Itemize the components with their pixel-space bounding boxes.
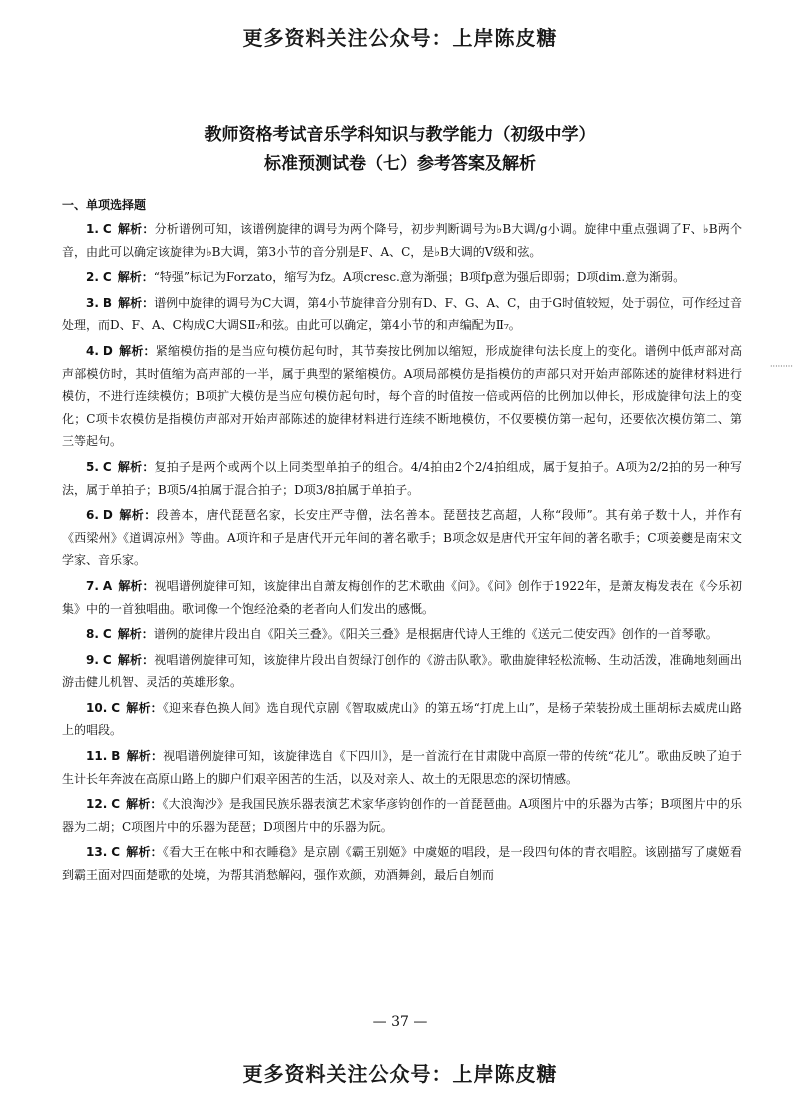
question-number: 8.: [86, 627, 99, 642]
answer-item: 4. D 解析：紧缩模仿指的是当应句模仿起句时，其节奏按比例加以缩短，形成旋律句法长度上的变化。谱例中低声部对高声部模仿时，其时值缩为高声部的一半，属于典型的紧缩模仿。A项局部模仿是指模仿的声部只对开始声部陈述的旋律材料进行模仿，不进行连续模仿；B项扩大模仿是当应句模仿起句时，每个音的时值按一倍或两倍的比例加以伸长，形成旋律句法上的变化；C项卡农模仿是指模仿声部对开始声部陈述的旋律材料进行连续不断地模仿，不仅要模仿第一起句，还要依次模仿第二、第三等起句。: [62, 343, 742, 449]
answer-explanation: 视唱谱例旋律可知，该旋律出自萧友梅创作的艺术歌曲《问》。《问》创作于1922年，是萧友梅发表在《今乐初集》中的一首独唱曲。歌词像一个饱经沧桑的老者向人们发出的感慨。: [62, 578, 742, 616]
answer-item: 7. A 解析：视唱谱例旋律可知，该旋律出自萧友梅创作的艺术歌曲《问》。《问》创作于1922年，是萧友梅发表在《今乐初集》中的一首独唱曲。歌词像一个饱经沧桑的老者向人们发出的感慨。: [62, 578, 742, 616]
question-number: 3.: [86, 295, 99, 310]
answer-letter: C: [102, 459, 112, 474]
answer-explanation: 谱例的旋律片段出自《阳关三叠》。《阳关三叠》是根据唐代诗人王维的《送元二使安西》创作的一首琴歌。: [153, 627, 718, 642]
analysis-label: 解析: [126, 845, 151, 860]
answer-item: 5. C 解析：复拍子是两个或两个以上同类型单拍子的组合。4/4拍由2个2/4拍组成，属于复拍子。A项为2/2拍的另一种写法，属于单拍子；B项5/4拍属于混合拍子；D项3/8拍属于单拍子。: [62, 459, 742, 497]
answer-item: 6. D 解析：段善本，唐代琵琶名家，长安庄严寺僧，法名善本。琵琶技艺高超，人称“段师”。其有弟子数十人，并作有《西梁州》《道调凉州》等曲。A项许和子是唐代开元年间的著名歌手；B项念奴是唐代开宝年间的著名歌手；C项姜夔是南宋文学家、音乐家。: [62, 508, 742, 568]
analysis-label: 解析: [117, 627, 142, 642]
document-title: 教师资格考试音乐学科知识与教学能力（初级中学）: [204, 125, 596, 145]
analysis-label: 解析: [118, 508, 145, 523]
answer-explanation: 《大浪淘沙》是我国民族乐器表演艺术家华彦钧创作的一首琵琶曲。A项图片中的乐器为古筝；B项图片中的乐器为二胡；C项图片中的乐器为琵琶；D项图片中的乐器为阮。: [62, 797, 742, 834]
answer-item: 13. C 解析：《看大王在帐中和衣睡稳》是京剧《霸王别姬》中虞姬的唱段，是一段四句体的青衣唱腔。该剧描写了虞姬看到霸王面对四面楚歌的处境，为帮其消愁解闷，强作欢颜，劝酒舞剑，最后自刎而: [62, 845, 742, 883]
question-number: 2.: [86, 270, 99, 285]
analysis-label: 解析: [117, 652, 143, 667]
answer-list: [62, 218, 742, 890]
answer-letter: B: [111, 749, 121, 764]
analysis-label: 解析: [118, 343, 144, 358]
answer-item: 11. B 解析：视唱谱例旋律可知，该旋律选自《下四川》，是一首流行在甘肃陇中高原一带的传统“花儿”。歌曲反映了迫于生计长年奔波在高原山路上的脚户们艰辛困苦的生活，以及对亲人、故土的无限思恋的深切情感。: [62, 749, 742, 786]
analysis-label: 解析: [118, 578, 143, 593]
answer-letter: B: [102, 295, 113, 310]
margin-mark: ·········: [770, 362, 793, 371]
question-number: 1.: [86, 222, 99, 236]
answer-letter: C: [102, 652, 112, 667]
answer-letter: D: [102, 508, 113, 523]
analysis-label: 解析: [126, 749, 151, 764]
analysis-label: 解析: [117, 459, 143, 474]
question-number: 7.: [86, 578, 99, 593]
answer-item: 3. B 解析：谱例中旋律的调号为C大调，第4小节旋律音分别有D、F、G、A、C，由于G时值较短，处于弱位，可作经过音处理，而D、F、A、C构成C大调SⅡ₇和弦。由此可以确定，第4小节的和声编配为Ⅱ₇。: [62, 295, 742, 333]
answer-explanation: 分析谱例可知，该谱例旋律的调号为两个降号，初步判断调号为♭B大调/g小调。旋律中重点强调了F、♭B两个音，由此可以确定该旋律为♭B大调，第3小节的音分别是F、A、C，是♭B大调的Ⅴ级和弦。: [62, 222, 742, 259]
answer-explanation: 紧缩模仿指的是当应句模仿起句时，其节奏按比例加以缩短，形成旋律句法长度上的变化。谱例中低声部对高声部模仿时，其时值缩为高声部的一半，属于典型的紧缩模仿。A项局部模仿是指模仿的声部只对开始声部陈述的旋律材料进行模仿，不进行连续模仿；B项扩大模仿是当应句模仿起句时，每个音的时值按一倍或两倍的比例加以伸长，形成旋律句法上的变化；C项卡农模仿是指模仿声部对开始声部陈述的旋律材料进行连续不断地模仿，不仅要模仿第一起句，还要依次模仿第二、第三等起句。: [62, 343, 742, 449]
header-banner: 更多资料关注公众号：上岸陈皮糖: [242, 26, 558, 50]
document-subtitle: 标准预测试卷（七）参考答案及解析: [264, 154, 536, 174]
question-number: 6.: [86, 508, 99, 523]
answer-item: 1. C 解析：分析谱例可知，该谱例旋律的调号为两个降号，初步判断调号为♭B大调/g小调。旋律中重点强调了F、♭B两个音，由此可以确定该旋律为♭B大调，第3小节的音分别是F、A、C，是♭B大调的Ⅴ级和弦。: [62, 222, 742, 259]
analysis-label: 解析: [118, 295, 143, 310]
answer-explanation: “特强”标记为Forzato，缩写为fz。A项cresc.意为渐强；B项fp意为强后即弱；D项dim.意为渐弱。: [153, 270, 686, 285]
analysis-label: 解析: [126, 700, 151, 715]
answer-letter: A: [102, 578, 113, 593]
answer-item: 12. C 解析：《大浪淘沙》是我国民族乐器表演艺术家华彦钧创作的一首琵琶曲。A项图片中的乐器为古筝；B项图片中的乐器为二胡；C项图片中的乐器为琵琶；D项图片中的乐器为阮。: [62, 797, 742, 834]
question-number: 13.: [86, 845, 108, 860]
question-number: 5.: [86, 459, 99, 474]
answer-letter: C: [102, 222, 112, 236]
answer-explanation: 段善本，唐代琵琶名家，长安庄严寺僧，法名善本。琵琶技艺高超，人称“段师”。其有弟子数十人，并作有《西梁州》《道调凉州》等曲。A项许和子是唐代开元年间的著名歌手；B项念奴是唐代开宝年间的著名歌手；C项姜夔是南宋文学家、音乐家。: [62, 508, 742, 568]
question-number: 11.: [86, 749, 108, 764]
section-heading: 一、单项选择题: [62, 198, 147, 212]
analysis-label: 解析: [126, 797, 151, 812]
answer-letter: C: [111, 845, 121, 860]
answer-item: 8. C 解析：谱例的旋律片段出自《阳关三叠》。《阳关三叠》是根据唐代诗人王维的《送元二使安西》创作的一首琴歌。: [86, 627, 718, 642]
answer-item: 9. C 解析：视唱谱例旋律可知，该旋律片段出自贺绿汀创作的《游击队歌》。歌曲旋律轻松流畅、生动活泼，准确地刻画出游击健儿机智、灵活的英雄形象。: [62, 652, 742, 690]
question-number: 9.: [86, 652, 99, 667]
question-number: 10.: [86, 700, 108, 715]
analysis-label: 解析: [117, 270, 142, 285]
answer-letter: D: [102, 343, 113, 358]
answer-letter: C: [102, 270, 112, 285]
page-number: — 37 —: [372, 1014, 428, 1030]
answer-explanation: 《迎来春色换人间》选自现代京剧《智取威虎山》的第五场“打虎上山”，是杨子荣装扮成土匪胡标去威虎山路上的唱段。: [62, 700, 742, 738]
answer-explanation: 复拍子是两个或两个以上同类型单拍子的组合。4/4拍由2个2/4拍组成，属于复拍子。A项为2/2拍的另一种写法，属于单拍子；B项5/4拍属于混合拍子；D项3/8拍属于单拍子。: [62, 459, 742, 497]
analysis-label: 解析: [117, 222, 143, 236]
answer-item: 10. C 解析：《迎来春色换人间》选自现代京剧《智取威虎山》的第五场“打虎上山”，是杨子荣装扮成土匪胡标去威虎山路上的唱段。: [62, 700, 742, 738]
answer-explanation: 《看大王在帐中和衣睡稳》是京剧《霸王别姬》中虞姬的唱段，是一段四句体的青衣唱腔。该剧描写了虞姬看到霸王面对四面楚歌的处境，为帮其消愁解闷，强作欢颜，劝酒舞剑，最后自刎而: [62, 845, 742, 883]
answer-letter: C: [111, 797, 121, 812]
answer-letter: C: [111, 700, 121, 715]
answer-explanation: 视唱谱例旋律可知，该旋律片段出自贺绿汀创作的《游击队歌》。歌曲旋律轻松流畅、生动活泼，准确地刻画出游击健儿机智、灵活的英雄形象。: [62, 652, 742, 690]
footer-banner: 更多资料关注公众号：上岸陈皮糖: [242, 1062, 558, 1086]
answer-explanation: 视唱谱例旋律可知，该旋律选自《下四川》，是一首流行在甘肃陇中高原一带的传统“花儿”。歌曲反映了迫于生计长年奔波在高原山路上的脚户们艰辛困苦的生活，以及对亲人、故土的无限思恋的深切情感。: [62, 749, 742, 786]
question-number: 12.: [86, 797, 108, 812]
answer-explanation: 谱例中旋律的调号为C大调，第4小节旋律音分别有D、F、G、A、C，由于G时值较短，处于弱位，可作经过音处理，而D、F、A、C构成C大调SⅡ₇和弦。由此可以确定，第4小节的和声编配为Ⅱ₇。: [62, 295, 742, 333]
question-number: 4.: [86, 343, 99, 358]
answer-item: 2. C 解析：“特强”标记为Forzato，缩写为fz。A项cresc.意为渐强；B项fp意为强后即弱；D项dim.意为渐弱。: [86, 270, 686, 285]
answer-letter: C: [102, 627, 112, 642]
